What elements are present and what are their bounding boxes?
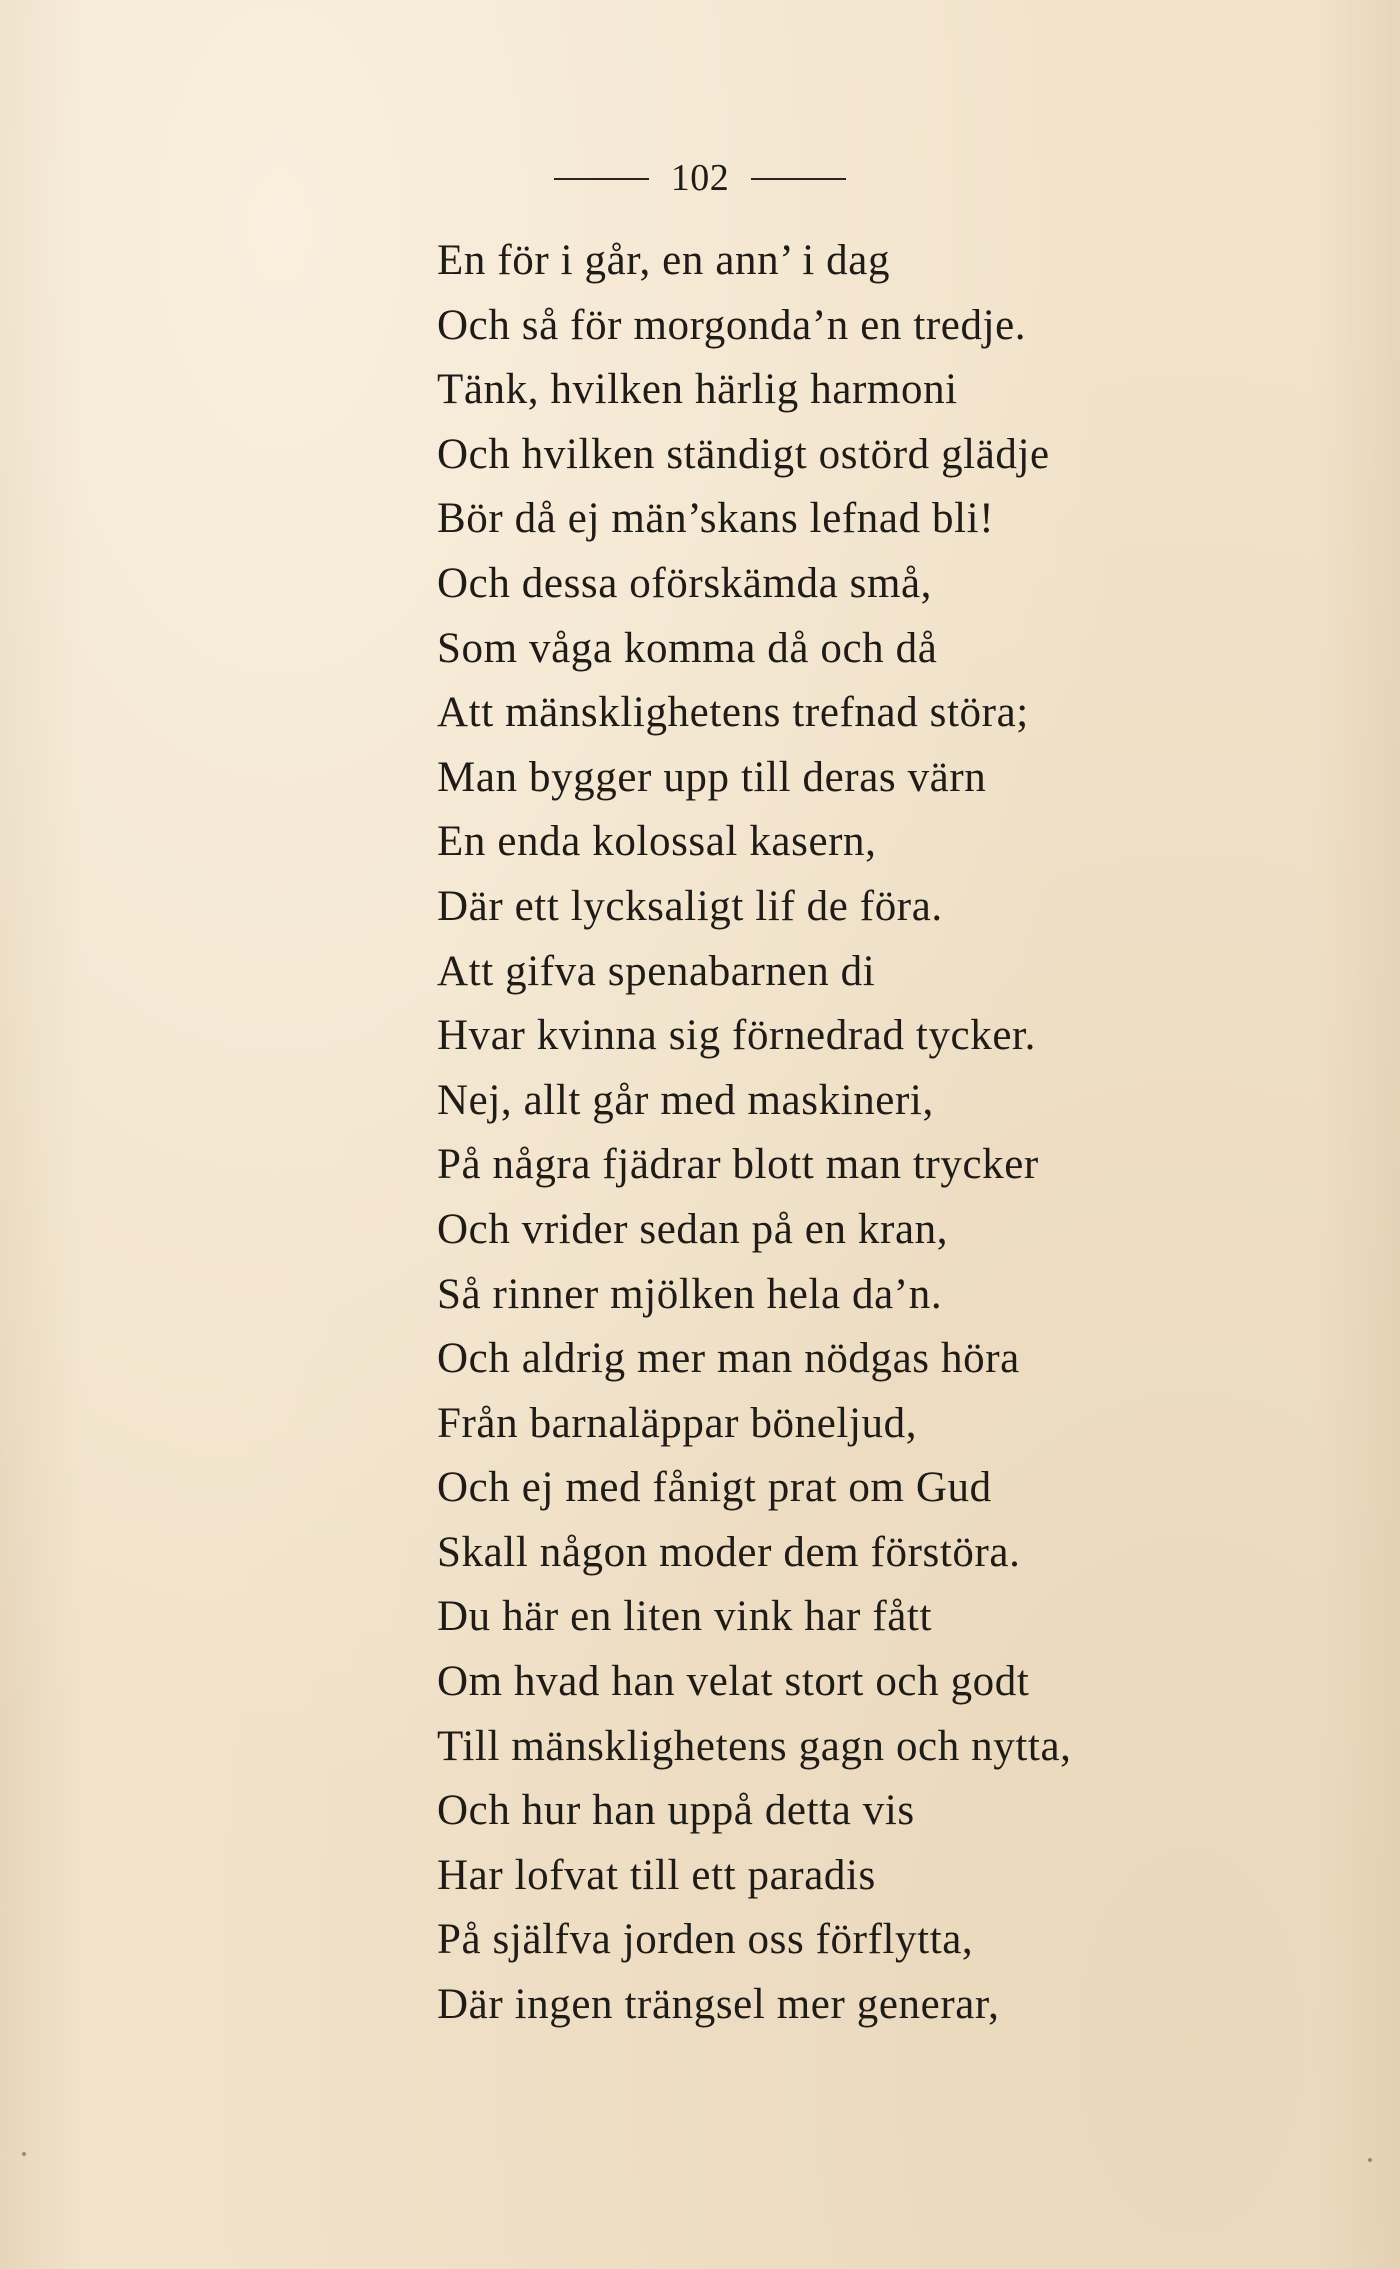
verse-line: Och hur han uppå detta vis — [437, 1787, 915, 1835]
page-number: 102 — [670, 157, 730, 199]
poem-text — [437, 229, 1337, 2038]
verse-line: Har lofvat till ett paradis — [437, 1851, 876, 1899]
verse-line: Man bygger upp till deras värn — [437, 753, 987, 801]
verse-line: En enda kolossal kasern, — [437, 818, 877, 866]
verse-line: Och ej med fånigt prat om Gud — [437, 1464, 992, 1512]
verse-line: Skall någon moder dem förstöra. — [437, 1528, 1021, 1576]
verse-line: Där ingen trängsel mer generar, — [437, 1981, 1000, 2029]
verse-line: Och så för morgonda’n en tredje. — [437, 301, 1027, 349]
verse-line: Där ett lycksaligt lif de föra. — [437, 882, 943, 930]
verse-line: Till mänsklighetens gagn och nytta, — [437, 1722, 1072, 1770]
verse-line: Och hvilken ständigt ostörd glädje — [437, 430, 1050, 478]
right-rule — [751, 178, 846, 180]
verse-line: Så rinner mjölken hela da’n. — [437, 1270, 943, 1318]
verse-line: Och dessa oförskämda små, — [437, 559, 933, 607]
verse-line: Och aldrig mer man nödgas höra — [437, 1335, 1020, 1383]
verse-line: Om hvad han velat stort och godt — [437, 1658, 1030, 1706]
verse-line: Hvar kvinna sig förnedrad tycker. — [437, 1012, 1036, 1060]
verse-line: Tänk, hvilken härlig harmoni — [437, 366, 958, 414]
paper-speck — [22, 2152, 26, 2156]
verse-line: Att gifva spenabarnen di — [437, 947, 876, 995]
paper-speck — [1368, 2158, 1372, 2162]
page-number-header — [0, 148, 1400, 208]
verse-line: Du här en liten vink har fått — [437, 1593, 933, 1641]
verse-line: Att mänsklighetens trefnad störa; — [437, 689, 1029, 737]
verse-line: En för i går, en ann’ i dag — [437, 237, 891, 284]
verse-line: Som våga komma då och då — [437, 624, 938, 672]
verse-line: Nej, allt går med maskineri, — [437, 1076, 934, 1124]
verse-line: Och vrider sedan på en kran, — [437, 1205, 949, 1253]
verse-line: På några fjädrar blott man trycker — [437, 1141, 1039, 1189]
left-rule — [554, 178, 649, 180]
verse-line: Bör då ej män’skans lefnad bli! — [437, 495, 995, 543]
verse-line: På själfva jorden oss förflytta, — [437, 1916, 974, 1964]
verse-line: Från barnaläppar böneljud, — [437, 1399, 918, 1447]
